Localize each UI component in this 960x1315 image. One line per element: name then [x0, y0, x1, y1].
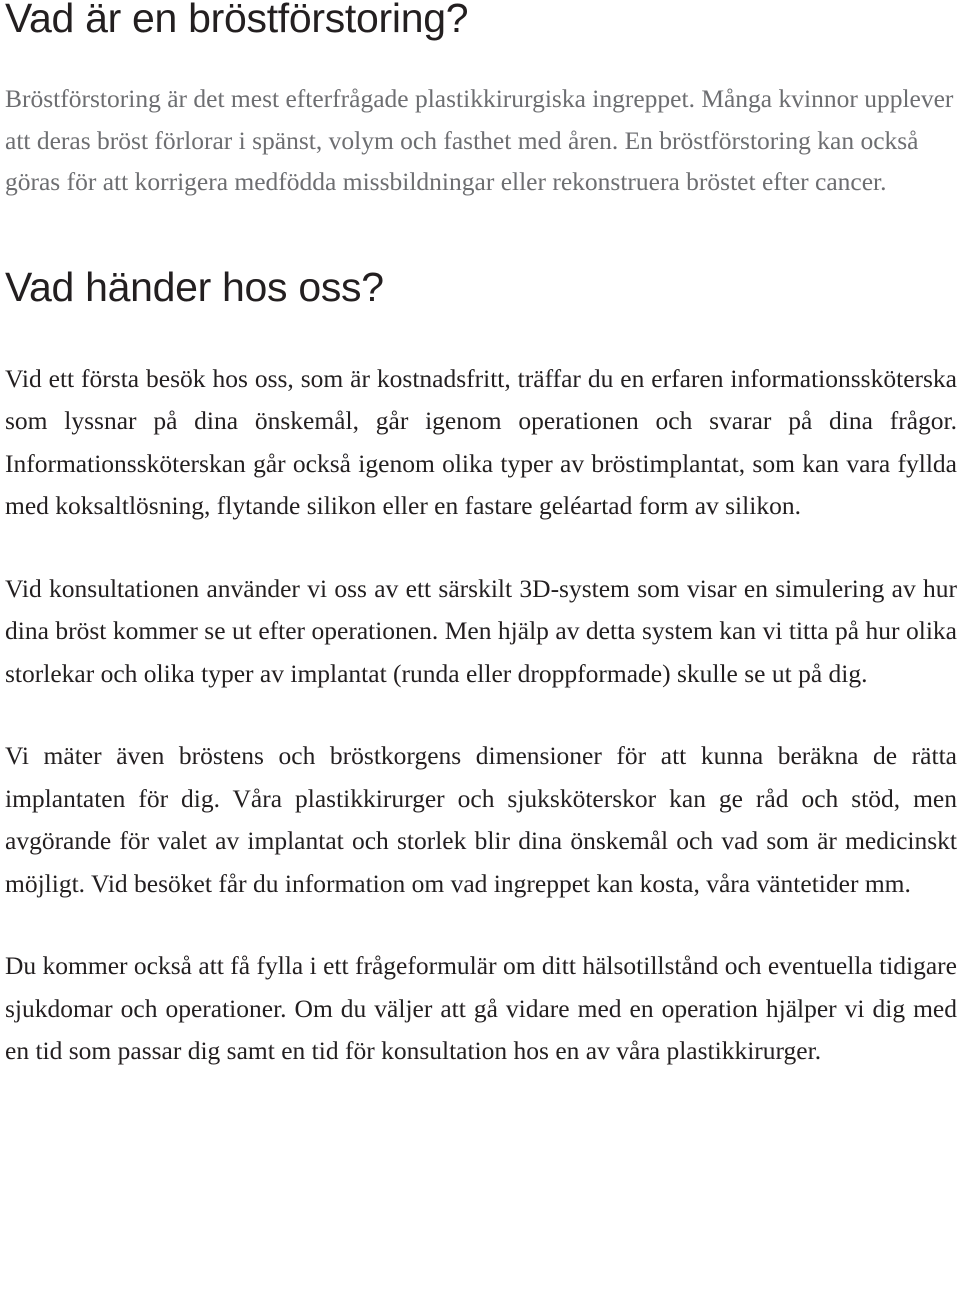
- body-paragraph-measurements: Vi mäter även bröstens och bröstkorgens dimensioner för att kunna beräkna de rätta implantaten för dig. Våra plastikkirurger och sjuksköterskor kan ge råd och stöd, men avgörande för valet av implantat och storlek blir dina önskemål och vad som är medicinskt möjligt. Vid besöket får du information om vad ingreppet kan kosta, våra väntetider mm.: [5, 741, 957, 898]
- body-paragraph-consultation: Vid konsultationen använder vi oss av ett särskilt 3D-system som visar en simulering av hur dina bröst kommer se ut efter operationen. Men hjälp av detta system kan vi titta på hur olika storlekar och olika typer av implantat (runda eller droppformade) skulle se ut på dig.: [5, 573, 957, 688]
- section-heading-breast-augmentation: Vad är en bröstförstoring?: [5, 0, 469, 41]
- body-paragraph-first-visit: Vid ett första besök hos oss, som är kostnadsfritt, träffar du en erfaren informationssköterska som lyssnar på dina önskemål, går igenom operationen och svarar på dina frågor. Informationssköterskan går också igenom olika typer av bröstimplantat, som kan vara fyllda med koksaltlösning, flytande silikon eller en fastare geléartad form av silikon.: [5, 363, 957, 520]
- intro-paragraph: Bröstförstoring är det mest efterfrågade plastikkirurgiska ingreppet. Många kvinnor upplever att deras bröst förlorar i spänst, volym och fasthet med åren. En bröstförstoring kan också göras för att korrigera medfödda missbildningar eller rekonstruera bröstet efter cancer.: [5, 84, 954, 196]
- document-page: [5, 0, 957, 1073]
- body-paragraph-questionnaire: Du kommer också att få fylla i ett frågeformulär om ditt hälsotillstånd och eventuella tidigare sjukdomar och operationer. Om du väljer att gå vidare med en operation hjälper vi dig med en tid som passar dig samt en tid för konsultation hos en av våra plastikkirurger.: [5, 951, 957, 1065]
- section-heading-what-happens: Vad händer hos oss?: [5, 263, 384, 310]
